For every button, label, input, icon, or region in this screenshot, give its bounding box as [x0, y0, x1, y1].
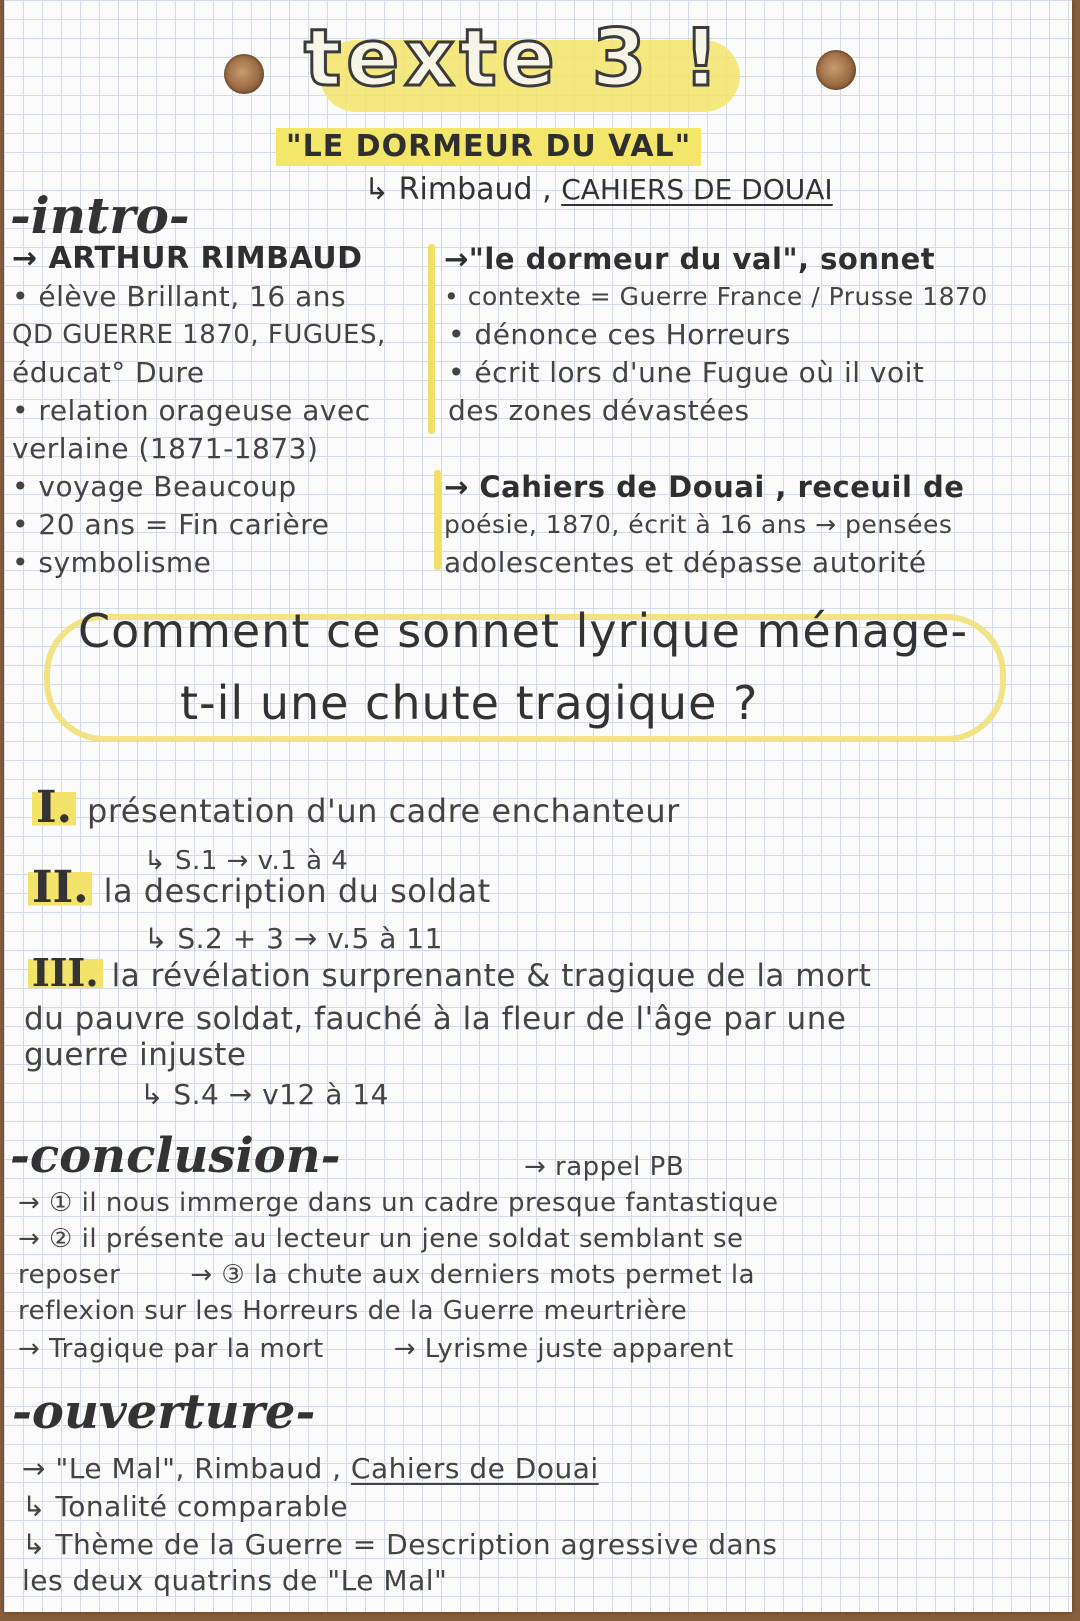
problematic-question-line-1: Comment ce sonnet lyrique ménage- — [78, 604, 969, 658]
conclusion-heading: -conclusion- — [10, 1128, 341, 1184]
notebook-page — [4, 0, 1072, 1612]
page-title: texte 3 ! — [304, 14, 724, 104]
intro-left-line-9: • symbolisme — [12, 546, 212, 579]
intro-right-line-2: • contexte = Guerre France / Prusse 1870 — [444, 282, 988, 311]
intro-left-line-3: QD GUERRE 1870, FUGUES, — [12, 320, 386, 350]
punch-hole-right — [816, 50, 856, 90]
plan-part-2 — [28, 862, 491, 913]
intro-left-line-8: • 20 ans = Fin carière — [12, 508, 330, 541]
plan-part-3-number: III. — [28, 950, 103, 995]
plan-part-3 — [28, 950, 871, 995]
intro-left-line-7: • voyage Beaucoup — [12, 470, 297, 503]
plan-part-1-title: présentation d'un cadre enchanteur — [87, 792, 680, 830]
punch-hole-left — [224, 54, 264, 94]
plan-part-2-ref: ↳ S.2 + 3 → v.5 à 11 — [144, 922, 443, 955]
poem-collection: CAHIERS DE DOUAI — [561, 173, 833, 206]
plan-part-3-title-line-3: guerre injuste — [24, 1037, 247, 1073]
plan-part-3-title-line-2: du pauvre soldat, fauché à la fleur de l'âge par une — [24, 1001, 847, 1037]
intro-left-line-6: verlaine (1871-1873) — [12, 432, 319, 465]
conclusion-line-5: → Tragique par la mort → Lyrisme juste apparent — [18, 1334, 734, 1364]
intro-right-line-3: • dénonce ces Horreurs — [448, 318, 791, 351]
conclusion-line-1: → ① il nous immerge dans un cadre presque fantastique — [18, 1188, 779, 1218]
intro-left-line-2: • élève Brillant, 16 ans — [12, 280, 347, 313]
intro-divider-top — [428, 244, 435, 434]
poem-author: ↳ Rimbaud , — [364, 172, 552, 207]
plan-part-1 — [32, 782, 680, 833]
intro-right-line-4: • écrit lors d'une Fugue où il voit — [448, 356, 925, 389]
plan-part-1-number: I. — [32, 782, 76, 833]
ouverture-line-4: les deux quatrins de "Le Mal" — [22, 1564, 448, 1597]
intro-right-line-6: → Cahiers de Douai , receuil de — [444, 470, 965, 504]
ouverture-line-1-text: → "Le Mal", Rimbaud , — [22, 1452, 342, 1485]
ouverture-line-1 — [22, 1450, 599, 1488]
ouverture-line-2: ↳ Tonalité comparable — [22, 1490, 349, 1523]
plan-part-2-number: II. — [28, 862, 92, 913]
intro-right-line-8: adolescentes et dépasse autorité — [444, 546, 927, 579]
intro-right-line-1: →"le dormeur du val", sonnet — [444, 242, 936, 276]
intro-left-line-5: • relation orageuse avec — [12, 394, 371, 427]
intro-heading: -intro- — [10, 186, 190, 245]
intro-right-line-7: poésie, 1870, écrit à 16 ans → pensées — [444, 510, 953, 539]
conclusion-line-4: reflexion sur les Horreurs de la Guerre meurtrière — [18, 1296, 688, 1326]
poem-title: "LE DORMEUR DU VAL" — [276, 128, 701, 166]
conclusion-line-3: reposer → ③ la chute aux derniers mots permet la — [18, 1260, 756, 1290]
intro-left-line-4: éducat° Dure — [12, 356, 205, 389]
intro-divider-bottom — [434, 470, 441, 570]
poem-source — [364, 172, 833, 207]
intro-left-line-1: → ARTHUR RIMBAUD — [12, 241, 363, 276]
ouverture-line-3: ↳ Thème de la Guerre = Description agressive dans — [22, 1528, 778, 1561]
problematic-question-line-2: t-il une chute tragique ? — [180, 676, 759, 730]
ouverture-line-1-work: Cahiers de Douai — [350, 1452, 599, 1485]
ouverture-heading: -ouverture- — [12, 1384, 316, 1440]
plan-part-2-title: la description du soldat — [103, 872, 491, 910]
plan-part-3-title: la révélation surprenante & tragique de la mort — [111, 958, 872, 994]
plan-part-1-ref: ↳ S.1 → v.1 à 4 — [144, 846, 349, 876]
conclusion-line-2: → ② il présente au lecteur un jene soldat semblant se — [18, 1224, 744, 1254]
plan-part-3-ref: ↳ S.4 → v12 à 14 — [140, 1078, 389, 1111]
intro-right-line-5: des zones dévastées — [448, 394, 750, 427]
conclusion-note: → rappel PB — [524, 1152, 685, 1182]
